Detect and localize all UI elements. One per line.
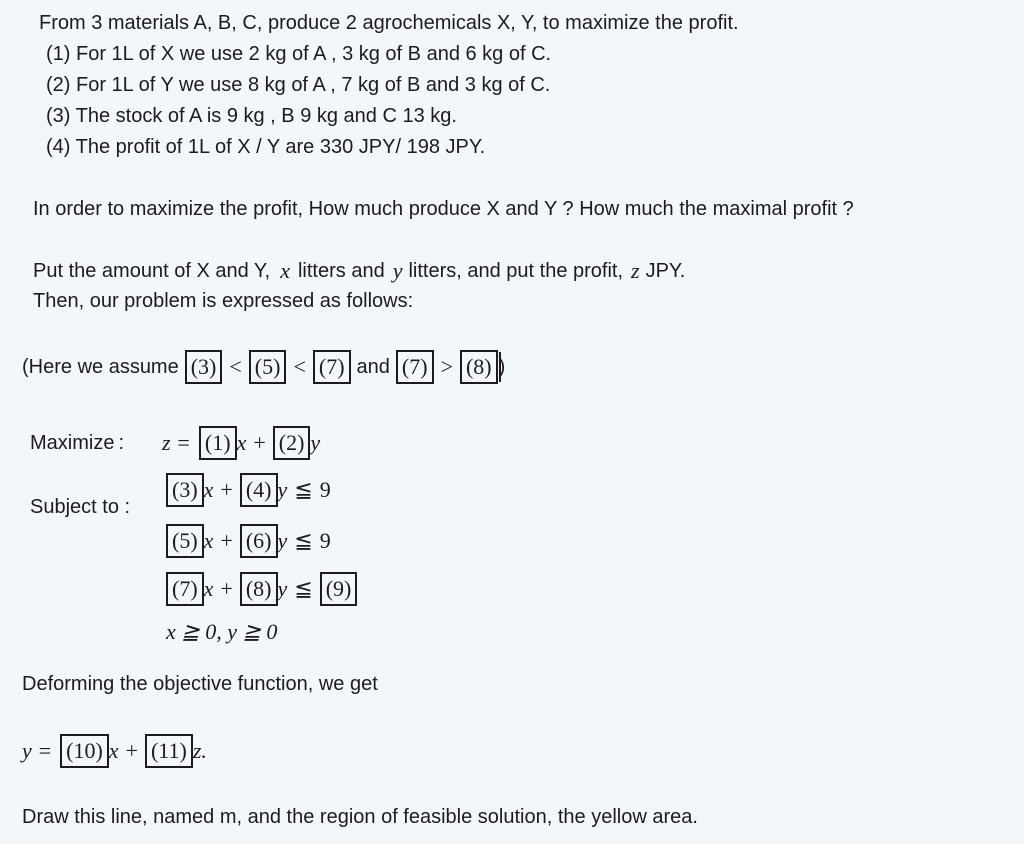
setup-text-a: Put the amount of X and Y,: [33, 259, 271, 282]
answer-box-c1-1[interactable]: (3): [166, 473, 204, 507]
constraint-row-2: [166, 524, 331, 558]
c2-x: x: [203, 528, 214, 553]
answer-box-c3-2[interactable]: (8): [240, 572, 278, 606]
assumption-prefix: (Here we assume: [22, 355, 179, 378]
condition-3: (3) The stock of A is 9 kg , B 9 kg and C 13 kg.: [46, 105, 457, 127]
c2-y: y: [277, 528, 288, 553]
answer-box-3[interactable]: (3): [185, 350, 223, 384]
answer-box-obj-1[interactable]: (1): [199, 426, 237, 460]
c2-rhs: 9: [319, 528, 331, 553]
c1-rhs: 9: [319, 477, 331, 502]
setup-text-d: JPY.: [645, 259, 686, 282]
deform-plus: +: [125, 738, 138, 763]
draw-instruction: Draw this line, named m, and the region of feasible solution, the yellow area.: [22, 806, 698, 828]
var-y: y: [392, 258, 403, 283]
assumption-line: [22, 350, 505, 384]
question-text: In order to maximize the profit, How much produce X and Y ? How much the maximal profit ?: [33, 198, 854, 220]
less-than-2: <: [293, 354, 306, 379]
answer-box-7b[interactable]: (7): [396, 350, 434, 384]
and-word: and: [356, 355, 390, 378]
objective-x: x: [236, 430, 247, 455]
c3-rel: ≦: [294, 576, 313, 601]
objective-row: [162, 426, 320, 460]
objective-lhs: z =: [162, 430, 191, 455]
c1-rel: ≦: [294, 477, 313, 502]
c1-plus: +: [220, 477, 233, 502]
answer-box-7[interactable]: (7): [313, 350, 351, 384]
c2-rel: ≦: [294, 528, 313, 553]
answer-box-c3-1[interactable]: (7): [166, 572, 204, 606]
objective-y: y: [310, 430, 321, 455]
answer-box-c1-2[interactable]: (4): [240, 473, 278, 507]
greater-than: >: [440, 354, 453, 379]
intro-text: From 3 materials A, B, C, produce 2 agrochemicals X, Y, to maximize the profit.: [39, 12, 739, 34]
deform-x: x: [108, 738, 119, 763]
maximize-label: Maximize :: [30, 432, 125, 454]
deform-text: Deforming the objective function, we get: [22, 673, 378, 695]
deform-lhs: y =: [22, 738, 53, 763]
setup-line-1: [33, 258, 685, 284]
constraint-row-1: [166, 473, 331, 507]
setup-text-b: litters and: [297, 259, 385, 282]
c2-plus: +: [220, 528, 233, 553]
c3-x: x: [203, 576, 214, 601]
objective-plus: +: [253, 430, 266, 455]
subject-to-label: Subject to :: [30, 496, 131, 518]
answer-box-5[interactable]: (5): [249, 350, 287, 384]
c1-y: y: [277, 477, 288, 502]
deform-equation: [22, 734, 207, 768]
answer-box-c2-2[interactable]: (6): [240, 524, 278, 558]
answer-box-obj-2[interactable]: (2): [273, 426, 311, 460]
setup-text-c: litters, and put the profit,: [408, 259, 624, 282]
nonnegativity: x ≧ 0, y ≧ 0: [166, 619, 278, 644]
c3-y: y: [277, 576, 288, 601]
assumption-suffix: ): [498, 355, 506, 378]
c3-plus: +: [220, 576, 233, 601]
deform-z: z.: [192, 738, 207, 763]
answer-box-11[interactable]: (11): [145, 734, 193, 768]
answer-box-c2-1[interactable]: (5): [166, 524, 204, 558]
answer-box-10[interactable]: (10): [60, 734, 109, 768]
constraint-row-3: [166, 572, 357, 606]
var-z: z: [631, 258, 640, 283]
condition-2: (2) For 1L of Y we use 8 kg of A , 7 kg of B and 3 kg of C.: [46, 74, 551, 96]
var-x: x: [280, 258, 290, 283]
answer-box-8[interactable]: (8): [460, 350, 498, 384]
condition-1: (1) For 1L of X we use 2 kg of A , 3 kg of B and 6 kg of C.: [46, 43, 552, 65]
answer-box-c3-3[interactable]: (9): [320, 572, 358, 606]
c1-x: x: [203, 477, 214, 502]
condition-4: (4) The profit of 1L of X / Y are 330 JPY/ 198 JPY.: [46, 136, 486, 158]
setup-line-2: Then, our problem is expressed as follows:: [33, 290, 414, 312]
less-than-1: <: [229, 354, 242, 379]
